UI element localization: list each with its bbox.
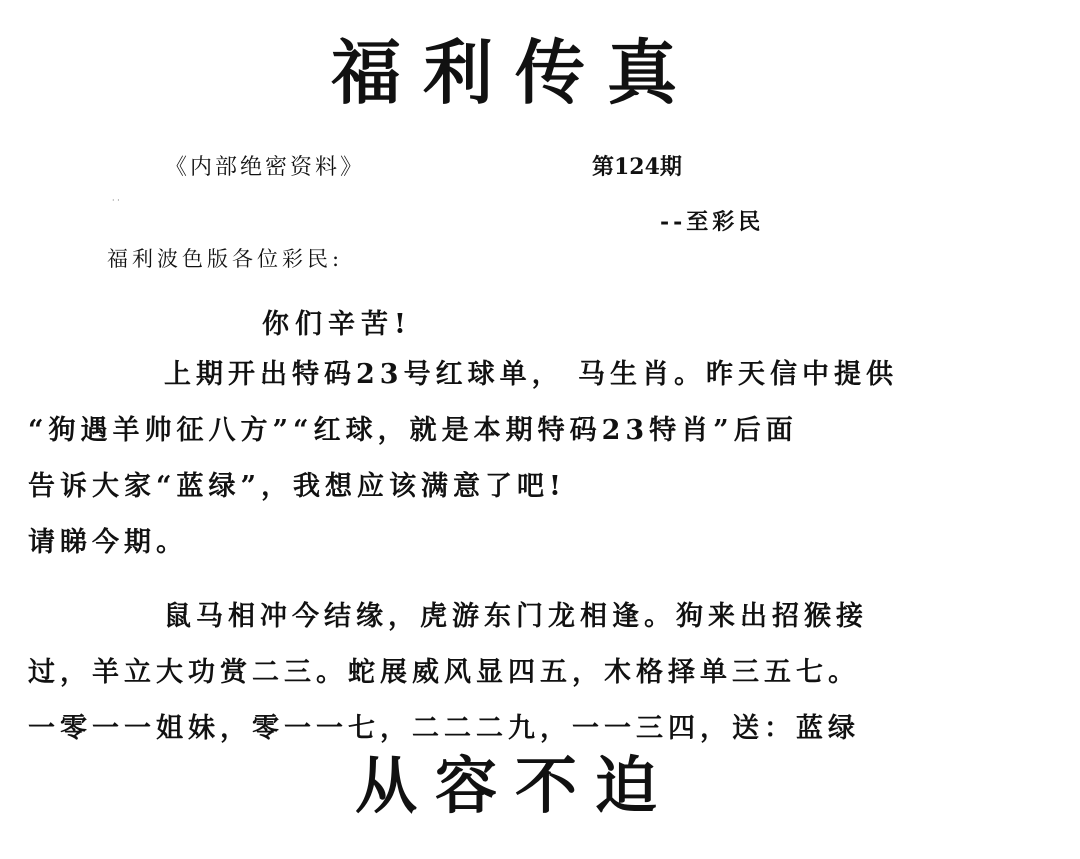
addressee-line: --至彩民 (660, 209, 765, 235)
print-speck: · · (112, 196, 120, 205)
paragraph-1-line-4: 请睇今期。 (28, 527, 188, 558)
paragraph-2-line-3: 一零一一姐妹，零一一七，二二二九，一一三四，送：蓝绿 (28, 713, 860, 744)
paragraph-2-line-2: 过，羊立大功赏二三。蛇展威风显四五，木格择单三五七。 (28, 657, 860, 688)
thanks-line: 你们辛苦! (262, 309, 412, 340)
document-title: 福利传真 (331, 31, 699, 114)
issue-number: 第124期 (592, 154, 682, 180)
letter-body (28, 347, 1060, 757)
paragraph-gap (28, 571, 1060, 589)
greeting-line: 福利波色版各位彩民: (107, 247, 344, 271)
paragraph-1-line-1: 上期开出特码23号红球单， 马生肖。昨天信中提供 (164, 359, 898, 390)
paragraph-1-line-3: 告诉大家“蓝绿”，我想应该满意了吧! (28, 471, 566, 502)
confidential-subtitle: 《内部绝密资料》 (165, 155, 366, 180)
paragraph-2-line-1: 鼠马相冲今结缘，虎游东门龙相逢。狗来出招猴接 (164, 601, 868, 632)
paragraph-1-line-2: “狗遇羊帅征八方”“红球，就是本期特码23特肖”后面 (28, 415, 798, 446)
closing-motto: 从容不迫 (354, 749, 675, 822)
